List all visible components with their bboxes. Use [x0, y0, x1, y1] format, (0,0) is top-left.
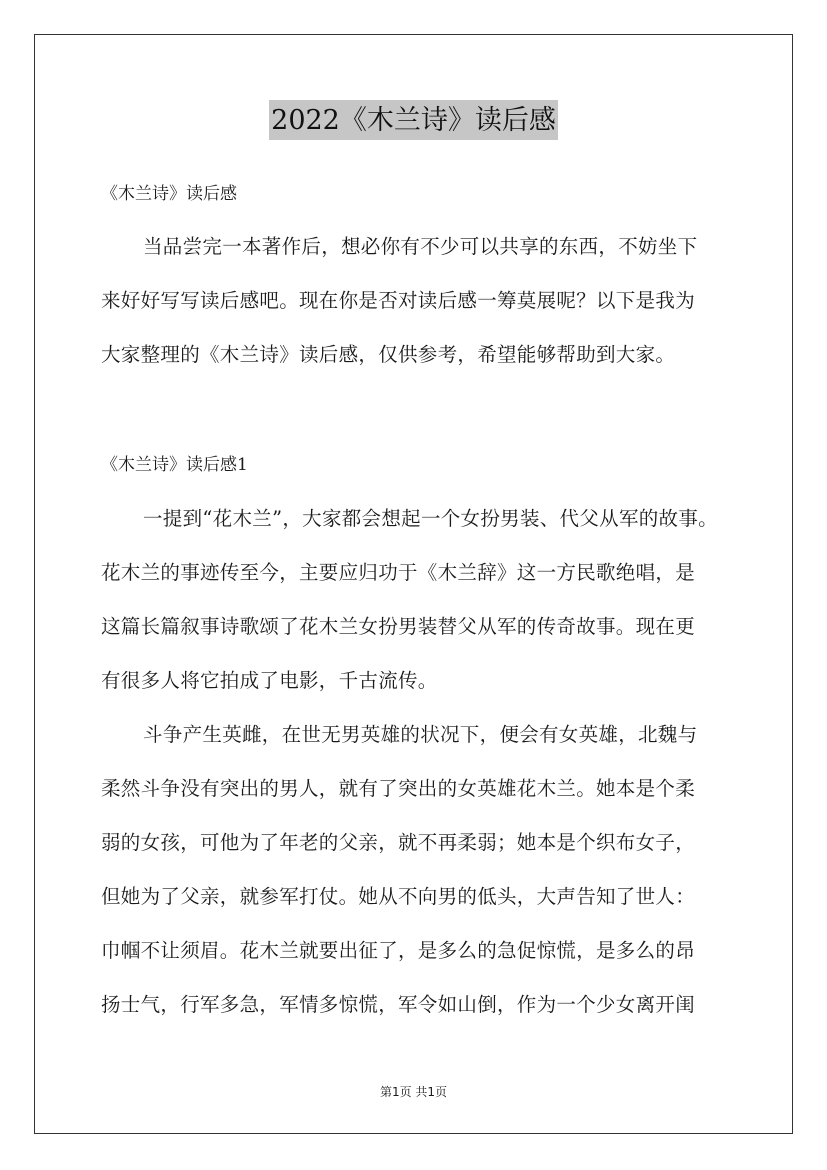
- intro-line: 大家整理的《木兰诗》读后感，仅供参考，希望能够帮助到大家。: [101, 343, 676, 366]
- paragraph-line: 但她为了父亲，就参军打仗。她从不向男的低头，大声告知了世人：: [101, 885, 696, 908]
- paragraph-2: [101, 708, 728, 1032]
- paragraph-line: 这篇长篇叙事诗歌颂了花木兰女扮男装替父从军的传奇故事。现在更: [101, 615, 696, 638]
- paragraph-line: 柔然斗争没有突出的男人，就有了突出的女英雄花木兰。她本是个柔: [101, 777, 696, 800]
- document-subtitle: 《木兰诗》读后感: [101, 184, 237, 204]
- paragraph-1: [101, 492, 728, 708]
- paragraph-line: 斗争产生英雌，在世无男英雄的状况下，便会有女英雄，北魏与: [143, 723, 698, 746]
- paragraph-line: 有很多人将它拍成了电影，千古流传。: [101, 669, 438, 692]
- intro-line: 当品尝完一本著作后，想必你有不少可以共享的东西，不妨坐下: [143, 235, 698, 258]
- paragraph-line: 弱的女孩，可他为了年老的父亲，就不再柔弱；她本是个织布女子，: [101, 831, 696, 854]
- paragraph-line: 巾帼不让须眉。花木兰就要出征了，是多么的急促惊慌，是多么的昂: [101, 939, 696, 962]
- paragraph-line: 一提到“花木兰”，大家都会想起一个女扮男装、代父从军的故事。: [143, 507, 718, 530]
- section1-heading: 《木兰诗》读后感1: [101, 455, 248, 475]
- paragraph-line: 扬士气，行军多急，军情多惊慌，军令如山倒，作为一个少女离开闺: [101, 993, 696, 1016]
- intro-line: 来好好写写读后感吧。现在你是否对读后感一筹莫展呢？以下是我为: [101, 289, 696, 312]
- page-number-footer: 第1页 共1页: [379, 1085, 448, 1099]
- document-title: 2022《木兰诗》读后感: [269, 100, 558, 140]
- paragraph-line: 花木兰的事迹传至今，主要应归功于《木兰辞》这一方民歌绝唱，是: [101, 561, 696, 584]
- title-container: [0, 100, 827, 140]
- intro-paragraph: [101, 220, 728, 382]
